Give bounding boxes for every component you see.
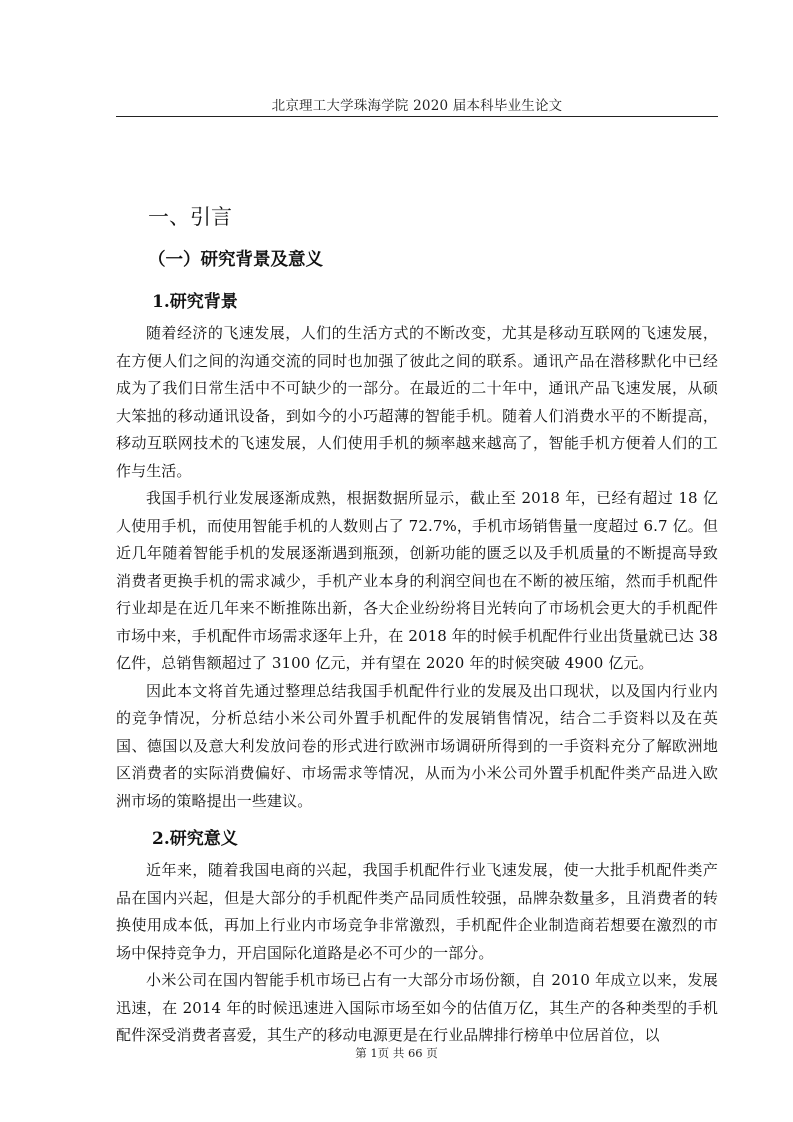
main-content	[116, 198, 718, 1050]
page-header	[116, 90, 718, 117]
page-footer: 第 1页 共 66 页	[355, 1046, 438, 1060]
paragraph: 随着经济的飞速发展，人们的生活方式的不断改变，尤其是移动互联网的飞速发展，在方便人们之间的沟通交流的同时也加强了彼此之间的联系。通讯产品在潜移默化中已经成为了我们日常生活中不可缺少的一部分。在最近的二十年中，通讯产品飞速发展，从硕大笨拙的移动通讯设备，到如今的小巧超薄的智能手机。随着人们消费水平的不断提高，移动互联网技术的飞速发展，人们使用手机的频率越来越高了，智能手机方便着人们的工作与生活。	[116, 324, 718, 480]
subsection-title: （一）研究背景及意义	[148, 250, 323, 270]
paragraph: 近年来，随着我国电商的兴起，我国手机配件行业飞速发展，使一大批手机配件类产品在国内兴起，但是大部分的手机配件类产品同质性较强，品牌杂数量多，且消费者的转换使用成本低，再加上行业内市场竞争非常激烈，手机配件企业制造商若想要在激烈的市场中保持竞争力，开启国际化道路是必不可少的一部分。	[116, 861, 718, 962]
paragraph: 小米公司在国内智能手机市场已占有一大部分市场份额，自 2010 年成立以来，发展迅速，在 2014 年的时候迅速进入国际市场至如今的估值万亿，其生产的各种类型的手机配件深受消费者喜爱，其生产的移动电源更是在行业品牌排行榜单中位居首位，以	[116, 971, 718, 1044]
part-title-significance: 2.研究意义	[152, 829, 238, 849]
section-title: 一、引言	[148, 205, 232, 229]
paragraph: 我国手机行业发展逐渐成熟，根据数据所显示，截止至 2018 年，已经有超过 18 亿人使用手机，而使用智能手机的人数则占了 72.7%，手机市场销售量一度超过 6.7 亿。但近几年随着智能手机的发展逐渐遇到瓶颈，创新功能的匮乏以及手机质量的不断提高导致消费者更换手机的需求减少，手机产业本身的利润空间也在不断的被压缩，然而手机配件行业却是在近几年来不断推陈出新，各大企业纷纷将目光转向了市场机会更大的手机配件市场中来，手机配件市场需求逐年上升，在 2018 年的时候手机配件行业出货量就已达 38 亿件，总销售额超过了 3100 亿元，并有望在 2020 年的时候突破 4900 亿元。	[116, 489, 718, 672]
paragraph: 因此本文将首先通过整理总结我国手机配件行业的发展及出口现状，以及国内行业内的竞争情况，分析总结小米公司外置手机配件的发展销售情况，结合二手资料以及在英国、德国以及意大利发放问卷的形式进行欧洲市场调研所得到的一手资料充分了解欧洲地区消费者的实际消费偏好、市场需求等情况，从而为小米公司外置手机配件类产品进入欧洲市场的策略提出一些建议。	[116, 681, 718, 810]
part-title-background: 1.研究背景	[152, 292, 238, 312]
header-title: 北京理工大学珠海学院 2020 届本科毕业生论文	[271, 98, 563, 114]
